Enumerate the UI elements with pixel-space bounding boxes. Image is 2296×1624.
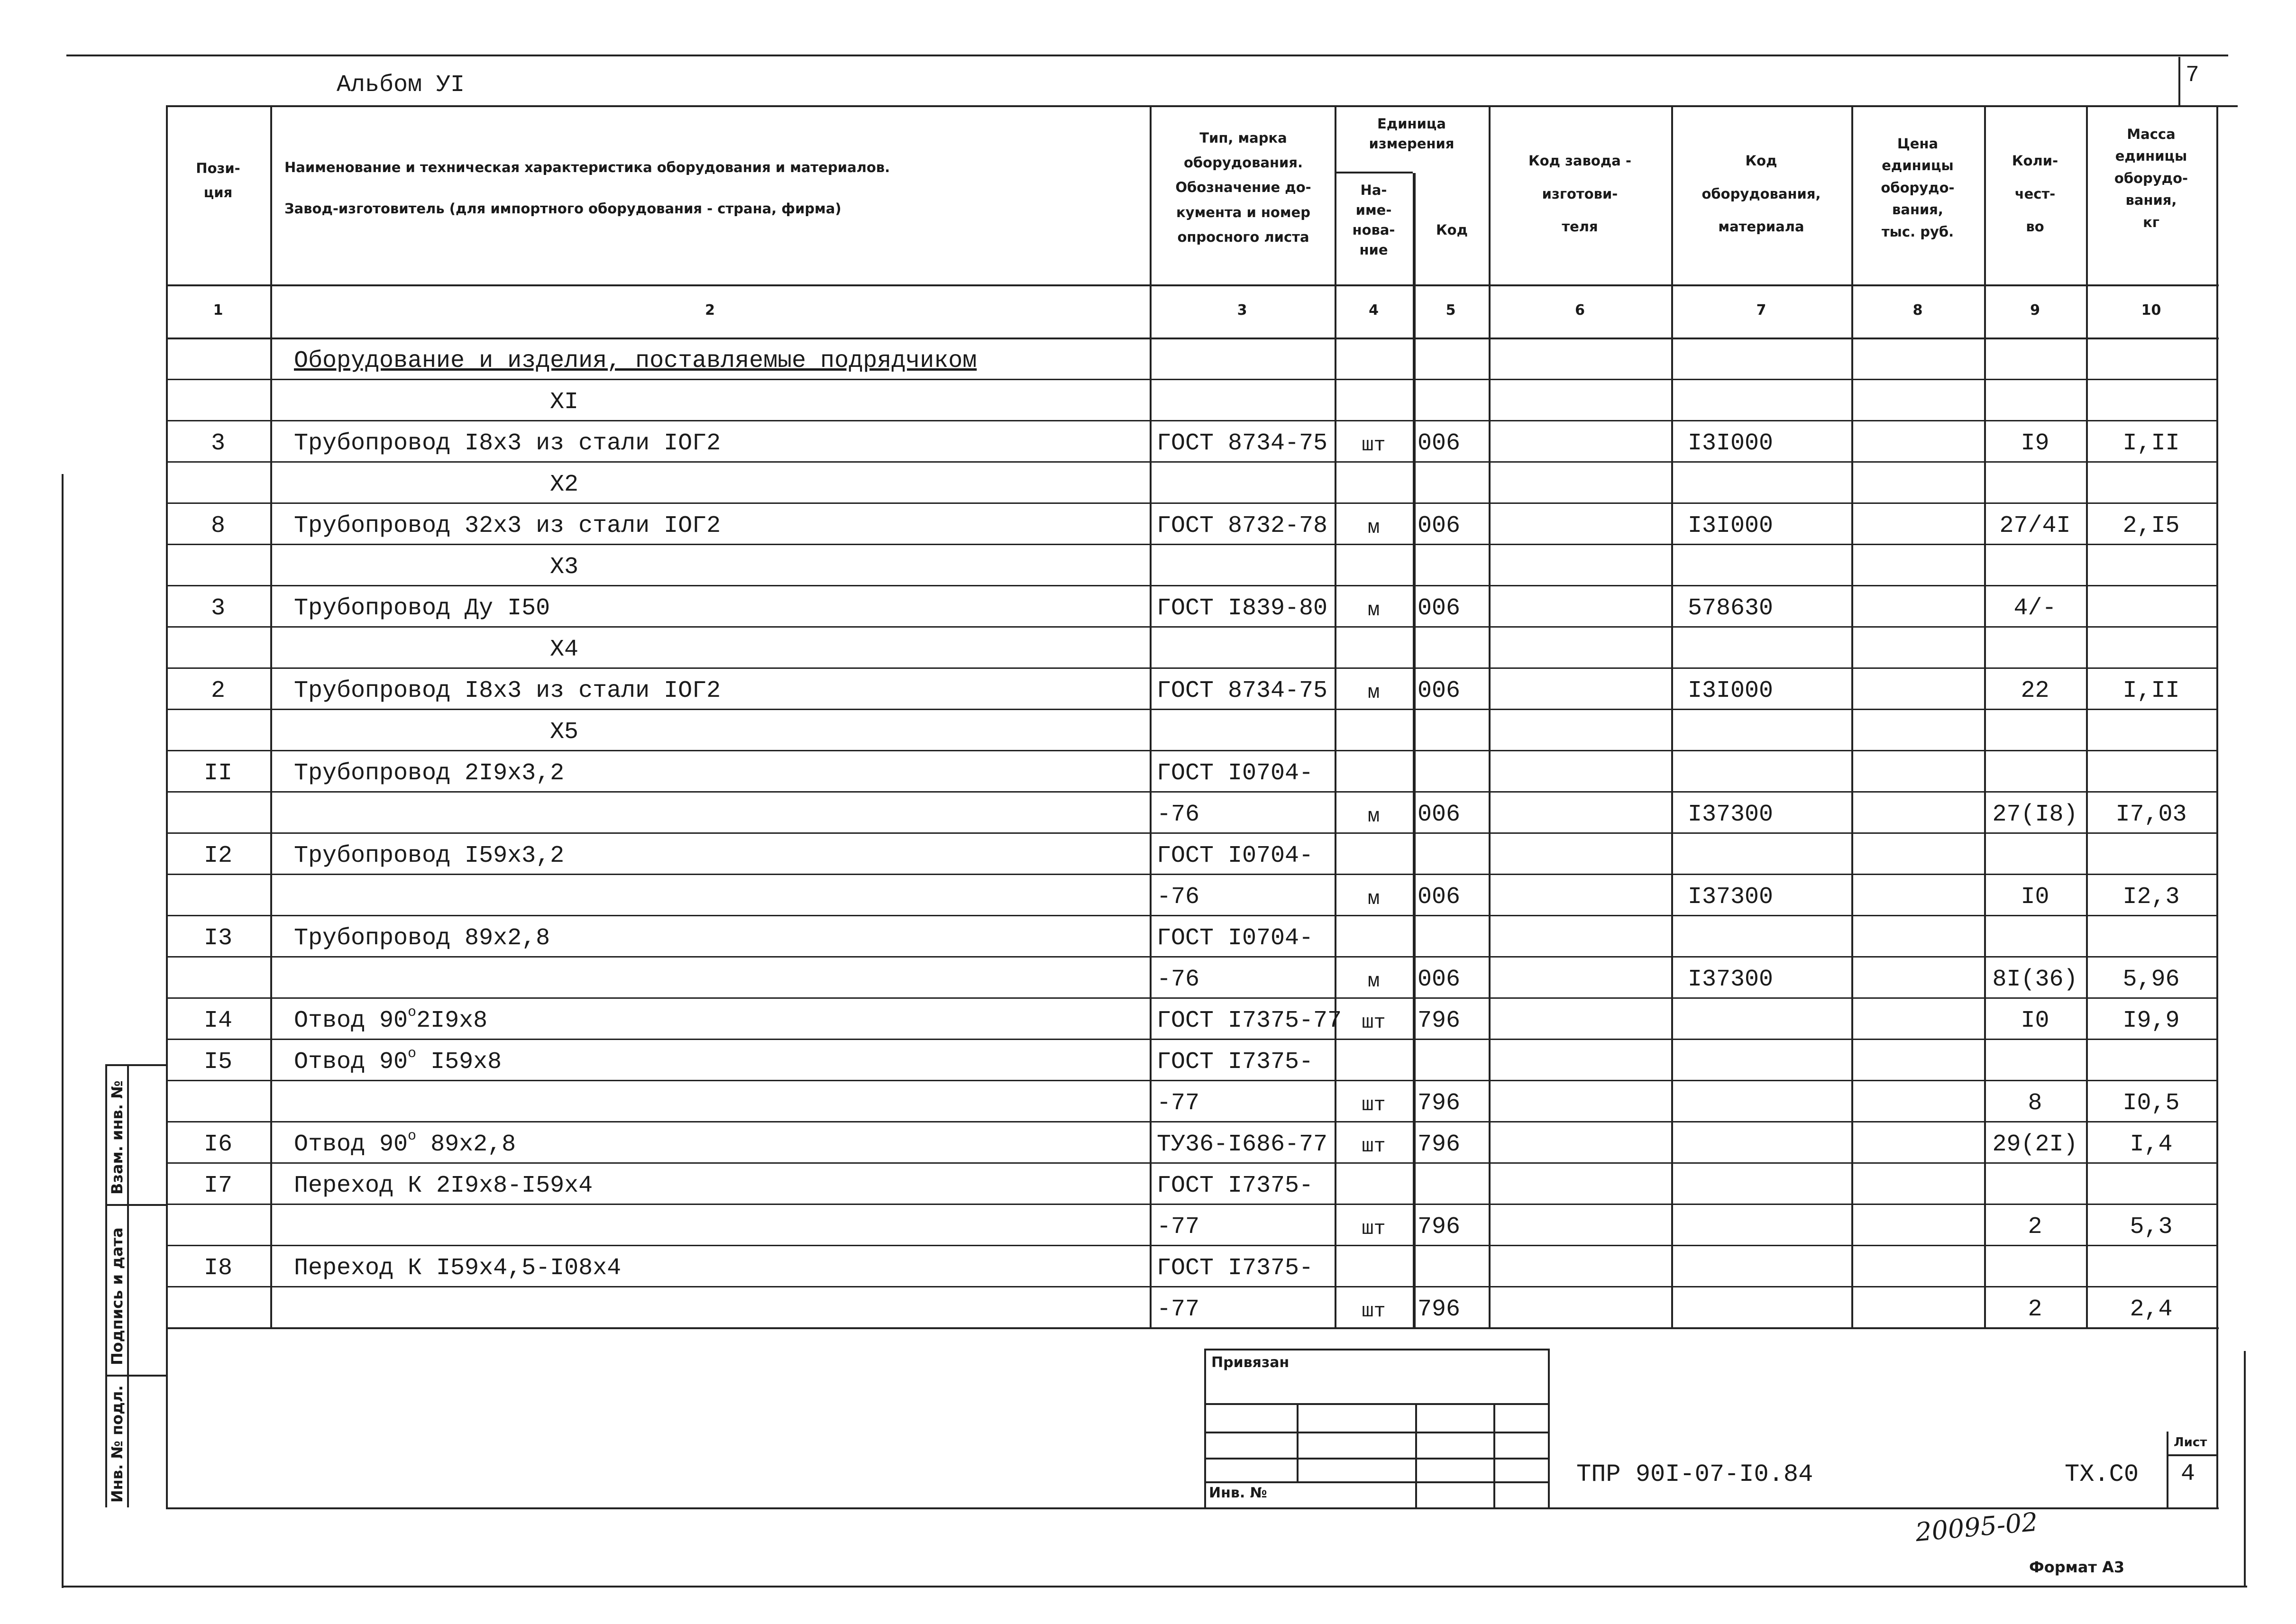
cell-qty: 8 xyxy=(2028,1090,2042,1117)
cell-doc: -76 xyxy=(1157,966,1200,993)
stamp-row1 xyxy=(1204,1403,1548,1405)
cell-unit: м xyxy=(1367,516,1380,539)
header-col5: Код xyxy=(1436,222,1468,238)
cell-doc: ГОСТ 8732-78 xyxy=(1157,512,1328,539)
cell-doc: ГОСТ I7375- xyxy=(1157,1049,1314,1076)
cell-qty: 8I(36) xyxy=(1992,966,2078,993)
page-bottom-line xyxy=(166,1507,2219,1509)
privyazan-label: Привязан xyxy=(1211,1354,1290,1371)
header-bottom-line xyxy=(166,284,2219,286)
cell-code: 006 xyxy=(1418,677,1461,704)
cell-equip: I37300 xyxy=(1688,966,1774,993)
cell-mass: 5,3 xyxy=(2130,1213,2173,1241)
header-col7: Код оборудования, материала xyxy=(1701,153,1821,235)
colnum-6: 6 xyxy=(1575,302,1585,319)
colnum-1: 1 xyxy=(213,302,223,319)
document-code: ТХ.С0 xyxy=(2065,1460,2139,1488)
numbers-bottom-line xyxy=(166,338,2219,339)
colnum-3: 3 xyxy=(1237,302,1247,319)
header-col4: На- име- нова- ние xyxy=(1352,182,1395,258)
cell-name: X3 xyxy=(550,554,579,581)
degree-sup: o xyxy=(408,1046,417,1062)
cell-name-rest: 89x2,8 xyxy=(416,1131,516,1158)
cell-code: 006 xyxy=(1418,430,1461,457)
cell-name-rest: 2I9x8 xyxy=(416,1007,488,1034)
cell-unit: шт xyxy=(1362,1011,1386,1034)
cell-pos: 2 xyxy=(210,677,225,704)
cell-qty: I9 xyxy=(2021,430,2049,457)
row-separator xyxy=(166,379,2216,380)
cell-code: 796 xyxy=(1418,1296,1461,1323)
cell-qty: 27/4I xyxy=(1999,512,2071,539)
col-line-6 xyxy=(1671,105,1673,1328)
cell-name: Трубопровод 32x3 из стали IOГ2 xyxy=(294,512,721,539)
degree-sup: o xyxy=(408,1128,417,1144)
side-strip-top xyxy=(105,1064,167,1066)
cell-name: Трубопровод I59x3,2 xyxy=(294,842,565,869)
cell-pos: I5 xyxy=(203,1049,232,1076)
cell-qty: 29(2I) xyxy=(1992,1131,2078,1158)
cell-pos: 3 xyxy=(210,430,225,457)
row-separator xyxy=(166,502,2216,504)
cell-unit: м xyxy=(1367,805,1380,828)
header-col9: Коли- чест- во xyxy=(2012,153,2058,235)
side-label-inv-podl: Инв. № подл. xyxy=(108,1385,126,1503)
cell-name: Переход К I59x4,5-I08x4 xyxy=(294,1255,622,1282)
header-col8: Цена единицы оборудо- вания, тыс. руб. xyxy=(1881,136,1955,240)
sheet-box-mid xyxy=(2167,1454,2216,1456)
cell-code: 796 xyxy=(1418,1090,1461,1117)
cell-pos: I3 xyxy=(203,925,232,952)
header-col3: Тип, марка оборудования. Обозначение до- кумента и номер опросного листа xyxy=(1175,130,1311,245)
handwritten-number: 20095-02 xyxy=(1914,1506,2039,1548)
header-col6: Код завода - изготови- теля xyxy=(1528,153,1631,235)
side-label-vzam: Взам. инв. № xyxy=(108,1080,126,1195)
side-strip-mid xyxy=(127,1064,129,1507)
cell-mass: 2,I5 xyxy=(2122,512,2180,539)
cell-unit: м xyxy=(1367,681,1380,704)
cell-pos: I6 xyxy=(203,1131,232,1158)
cell-pos: 8 xyxy=(210,512,225,539)
cell-pos: I2 xyxy=(203,842,232,869)
row-separator xyxy=(166,1039,2216,1040)
row-separator xyxy=(166,1080,2216,1081)
cell-code: 006 xyxy=(1418,801,1461,828)
cell-doc: ГОСТ I839-80 xyxy=(1157,595,1328,622)
sheet-label: Лист xyxy=(2174,1435,2207,1450)
cell-equip: 578630 xyxy=(1688,595,1774,622)
stamp-top-line xyxy=(1204,1349,1548,1350)
stamp-row3 xyxy=(1204,1458,1548,1460)
cell-doc: ТУ36-I686-77 xyxy=(1157,1131,1328,1158)
row-separator xyxy=(166,791,2216,793)
cell-name: XI xyxy=(550,389,579,416)
right-outer-line xyxy=(2244,1351,2246,1586)
format-label: Формат А3 xyxy=(2029,1558,2125,1576)
cell-qty: 2 xyxy=(2028,1296,2042,1323)
row-separator xyxy=(166,709,2216,710)
row-separator xyxy=(166,1121,2216,1122)
col-line-2 xyxy=(1150,105,1152,1328)
cell-doc: ГОСТ I0704- xyxy=(1157,760,1314,787)
cell-mass: I9,9 xyxy=(2122,1007,2180,1034)
header-col1: Пози- ция xyxy=(196,160,240,201)
cell-pos: II xyxy=(203,760,232,787)
row-separator xyxy=(166,667,2216,669)
stamp-row4 xyxy=(1204,1481,1548,1483)
cell-doc: ГОСТ I7375- xyxy=(1157,1172,1314,1199)
cell-name: Трубопровод 2I9x3,2 xyxy=(294,760,565,787)
header-col10: Масса единицы оборудо- вания, кг xyxy=(2114,126,2188,230)
cell-doc: ГОСТ I0704- xyxy=(1157,925,1314,952)
cell-doc: -77 xyxy=(1157,1090,1200,1117)
colnum-9: 9 xyxy=(2030,302,2040,319)
row-separator xyxy=(166,956,2216,958)
stamp-v1 xyxy=(1297,1403,1299,1481)
colnum-4: 4 xyxy=(1369,302,1379,319)
cell-mass: 5,96 xyxy=(2122,966,2180,993)
cell-pos: I7 xyxy=(203,1172,232,1199)
side-strip-left xyxy=(105,1064,107,1507)
cell-name: Переход К 2I9x8-I59x4 xyxy=(294,1172,593,1199)
cell-qty: 4/- xyxy=(2013,595,2057,622)
cell-name: Трубопровод I8x3 из стали IOГ2 xyxy=(294,430,721,457)
cell-code: 796 xyxy=(1418,1213,1461,1241)
colnum-10: 10 xyxy=(2141,302,2161,319)
cell-doc: -76 xyxy=(1157,884,1200,911)
cell-code: 796 xyxy=(1418,1131,1461,1158)
stamp-v3 xyxy=(1493,1403,1495,1507)
cell-mass: 2,4 xyxy=(2130,1296,2173,1323)
row-separator xyxy=(166,1327,2216,1329)
sheet-number: 4 xyxy=(2181,1460,2195,1487)
row-separator xyxy=(166,1162,2216,1164)
cell-mass: I,4 xyxy=(2130,1131,2173,1158)
cell-unit: м xyxy=(1367,970,1380,993)
cell-unit: шт xyxy=(1362,1094,1386,1116)
cell-pos: I8 xyxy=(203,1255,232,1282)
cell-name-text: Отвод 90 xyxy=(294,1049,408,1076)
cell-name: X4 xyxy=(550,636,579,663)
cell-name xyxy=(294,1004,1143,1034)
top-outer-line xyxy=(66,55,2228,56)
side-label-podpis: Подпись и дата xyxy=(108,1227,126,1365)
document-designation: ТПР 90I-07-I0.84 xyxy=(1576,1460,1813,1488)
cell-code: 006 xyxy=(1418,512,1461,539)
cell-code: 006 xyxy=(1418,595,1461,622)
cell-mass: I2,3 xyxy=(2122,884,2180,911)
row-separator xyxy=(166,750,2216,751)
stamp-v2 xyxy=(1415,1403,1417,1507)
cell-doc: -77 xyxy=(1157,1296,1200,1323)
stamp-right-line xyxy=(1548,1349,1550,1507)
cell-mass: I7,03 xyxy=(2115,801,2187,828)
cell-doc: ГОСТ I0704- xyxy=(1157,842,1314,869)
colnum-7: 7 xyxy=(1756,302,1766,319)
cell-mass: I0,5 xyxy=(2122,1090,2180,1117)
cell-code: 006 xyxy=(1418,966,1461,993)
cell-qty: I0 xyxy=(2021,1007,2049,1034)
cell-doc: -76 xyxy=(1157,801,1200,828)
header-col2: Наименование и техническая характеристика оборудования и материалов. Завод-изготовитель (для импортного оборудования - страна, фирма) xyxy=(284,159,890,217)
cell-name: Трубопровод I8x3 из стали IOГ2 xyxy=(294,677,721,704)
col-line-1 xyxy=(270,105,272,1328)
cell-doc: ГОСТ 8734-75 xyxy=(1157,677,1328,704)
cell-equip: I3I000 xyxy=(1688,430,1774,457)
cell-name: X2 xyxy=(550,471,579,498)
degree-sup: o xyxy=(408,1004,417,1021)
row-separator xyxy=(166,461,2216,463)
col-line-10 xyxy=(2216,105,2218,1508)
unit-group-divider xyxy=(1335,172,1413,173)
cell-doc: ГОСТ I7375- xyxy=(1157,1255,1314,1282)
cell-unit: м xyxy=(1367,887,1380,910)
cell-name-rest: I59x8 xyxy=(416,1049,502,1076)
album-title: Альбом УI xyxy=(337,72,465,99)
cell-doc: ГОСТ I7375-77 xyxy=(1157,1007,1342,1034)
cell-qty: 2 xyxy=(2028,1213,2042,1241)
cell-doc: ГОСТ 8734-75 xyxy=(1157,430,1328,457)
cell-pos: 3 xyxy=(210,595,225,622)
cell-name: Трубопровод Ду I50 xyxy=(294,595,550,622)
cell-unit: шт xyxy=(1362,1300,1386,1323)
row-separator xyxy=(166,832,2216,834)
bottom-outer-line xyxy=(62,1586,2247,1588)
cell-name: Оборудование и изделия, поставляемые подрядчиком xyxy=(294,347,977,374)
col-line-5 xyxy=(1489,105,1491,1328)
cell-code: 796 xyxy=(1418,1007,1461,1034)
cell-name-text: Отвод 90 xyxy=(294,1007,408,1034)
cell-pos: I4 xyxy=(203,1007,232,1034)
row-separator xyxy=(166,544,2216,545)
cell-mass: I,II xyxy=(2122,677,2180,704)
row-separator xyxy=(166,997,2216,999)
table-top-line xyxy=(166,105,2238,107)
row-separator xyxy=(166,1245,2216,1246)
cell-equip: I3I000 xyxy=(1688,677,1774,704)
row-separator xyxy=(166,1204,2216,1205)
cell-equip: I3I000 xyxy=(1688,512,1774,539)
cell-qty: I0 xyxy=(2021,884,2049,911)
inv-no-label: Инв. № xyxy=(1209,1485,1267,1501)
stamp-left-line xyxy=(1204,1349,1206,1507)
cell-unit: шт xyxy=(1362,1217,1386,1240)
row-separator xyxy=(166,420,2216,421)
cell-unit: м xyxy=(1367,599,1380,621)
cell-name: Трубопровод 89x2,8 xyxy=(294,925,550,952)
cell-name xyxy=(294,1128,1143,1158)
row-separator xyxy=(166,1286,2216,1287)
cell-name xyxy=(294,1046,1143,1076)
cell-mass: I,II xyxy=(2122,430,2180,457)
side-sep-2 xyxy=(105,1375,167,1377)
colnum-2: 2 xyxy=(705,302,715,319)
cell-equip: I37300 xyxy=(1688,884,1774,911)
colnum-5: 5 xyxy=(1445,302,1456,319)
cell-qty: 27(I8) xyxy=(1992,801,2078,828)
cell-name-text: Отвод 90 xyxy=(294,1131,408,1158)
row-separator xyxy=(166,915,2216,916)
row-separator xyxy=(166,874,2216,875)
cell-qty: 22 xyxy=(2021,677,2049,704)
stamp-row2 xyxy=(1204,1432,1548,1433)
colnum-8: 8 xyxy=(1912,302,1923,319)
cell-unit: шт xyxy=(1362,434,1386,456)
header-unit-group: Единица измерения xyxy=(1369,116,1454,152)
cell-doc: -77 xyxy=(1157,1213,1200,1241)
corner-tick xyxy=(2178,57,2180,107)
col-line-7 xyxy=(1851,105,1853,1328)
row-separator xyxy=(166,585,2216,586)
cell-code: 006 xyxy=(1418,884,1461,911)
side-sep-1 xyxy=(105,1204,167,1206)
cell-unit: шт xyxy=(1362,1135,1386,1158)
cell-equip: I37300 xyxy=(1688,801,1774,828)
row-separator xyxy=(166,626,2216,628)
left-outer-line xyxy=(62,474,64,1588)
sheet-box-left xyxy=(2167,1432,2168,1507)
cell-name: X5 xyxy=(550,719,579,746)
corner-page-number: 7 xyxy=(2186,63,2199,88)
